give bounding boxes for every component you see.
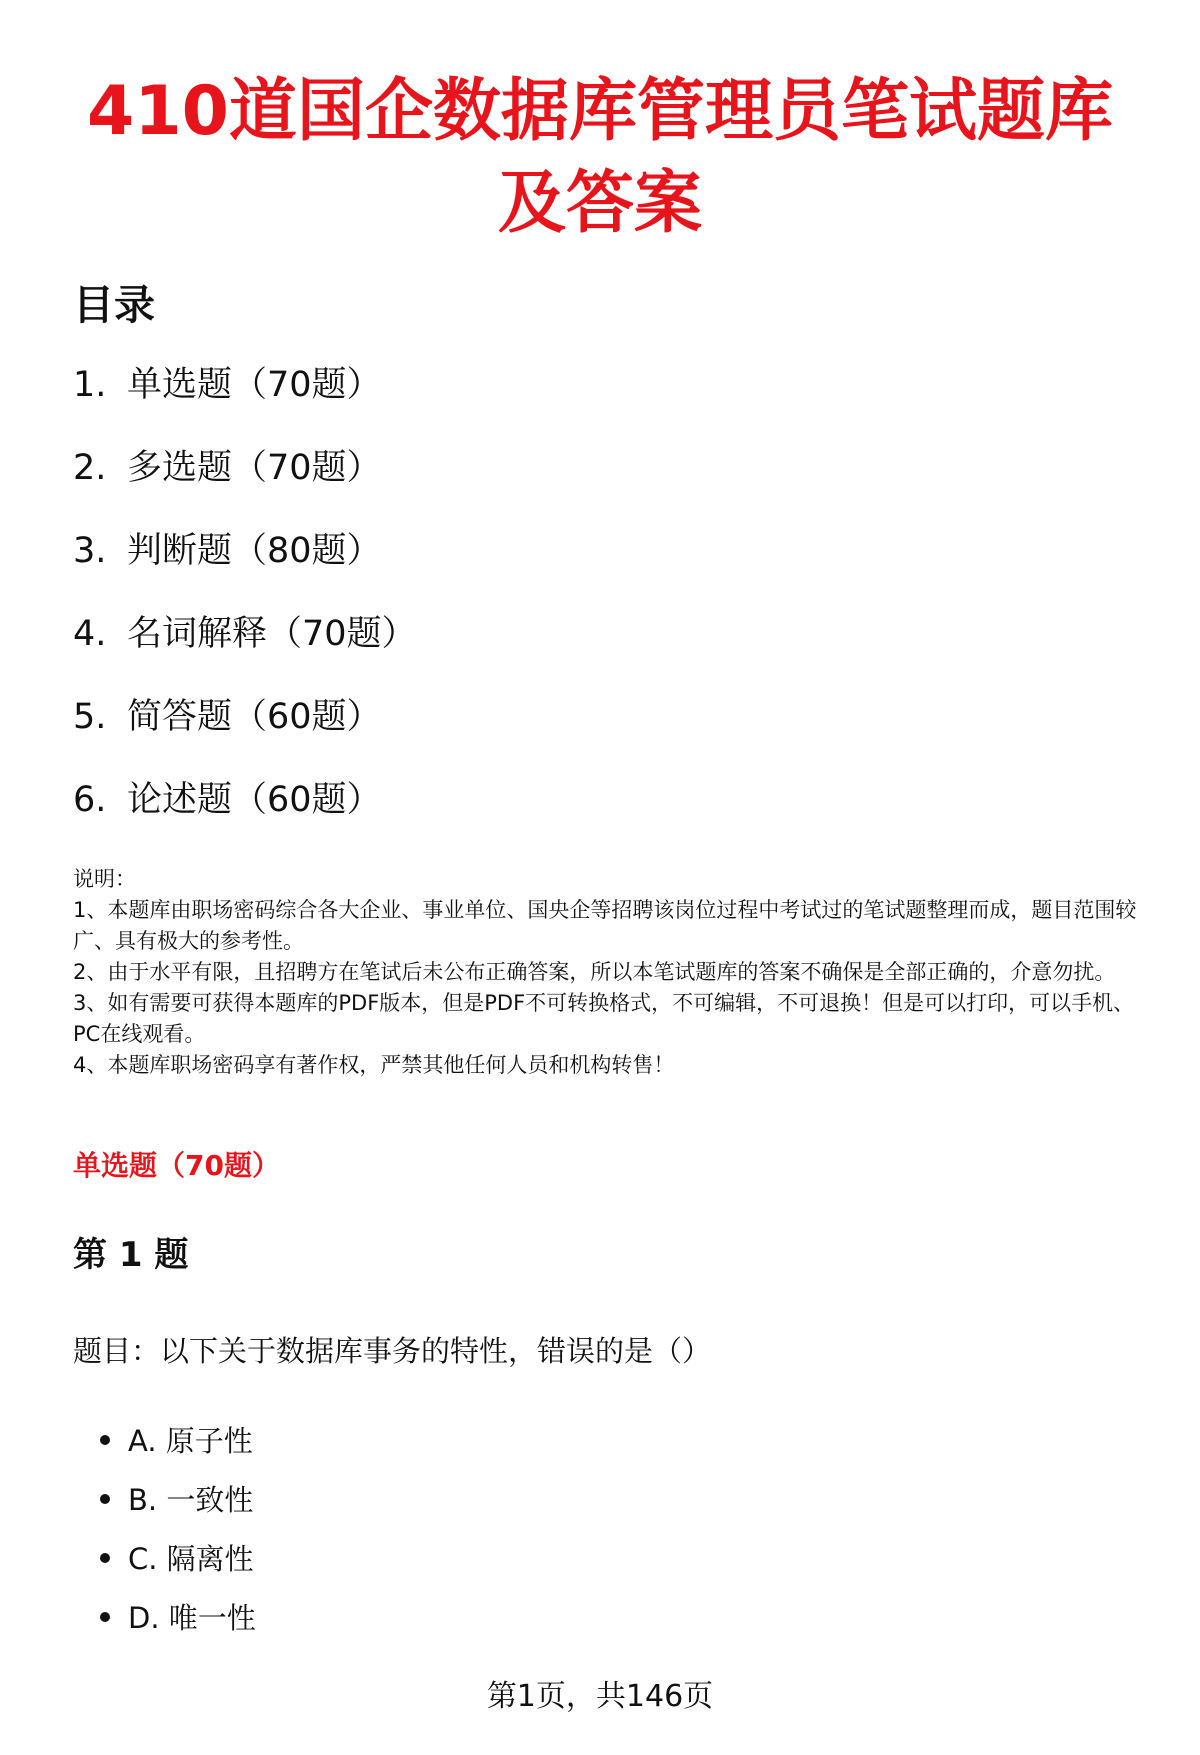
toc-item-number: 3.: [73, 531, 107, 571]
toc-item: [73, 692, 417, 775]
bullet-icon: [100, 1553, 110, 1563]
note-item: 3、如有需要可获得本题库的PDF版本，但是PDF不可转换格式，不可编辑，不可退换！但是可以打印，可以手机、PC在线观看。: [73, 991, 1135, 1046]
toc-heading: 目录: [73, 281, 155, 329]
toc-item-label: 简答题（60题）: [127, 697, 382, 737]
bullet-icon: [100, 1435, 110, 1445]
answer-option-label: B. 一致性: [128, 1483, 254, 1517]
toc-item-number: 6.: [73, 780, 107, 820]
toc-item-label: 名词解释（70题）: [127, 614, 417, 654]
answer-option: [100, 1597, 256, 1656]
answer-option: [100, 1479, 256, 1538]
answer-option: [100, 1538, 256, 1597]
toc-item-number: 1.: [73, 365, 107, 405]
toc-item: [73, 609, 417, 692]
notes-heading: 说明：: [73, 867, 136, 891]
note-item: 1、本题库由职场密码综合各大企业、事业单位、国央企等招聘该岗位过程中考试过的笔试题整理而成，题目范围较广、具有极大的参考性。: [73, 898, 1137, 953]
toc-item-label: 论述题（60题）: [127, 780, 382, 820]
toc-item: [73, 443, 417, 526]
note-item: 4、本题库职场密码享有著作权，严禁其他任何人员和机构转售！: [73, 1053, 675, 1077]
answer-option: [100, 1420, 256, 1479]
toc-item-number: 4.: [73, 614, 107, 654]
toc-item: [73, 526, 417, 609]
document-title: 410道国企数据库管理员笔试题库及答案: [87, 72, 1113, 243]
toc-item-number: 5.: [73, 697, 107, 737]
answer-option-label: D. 唯一性: [128, 1601, 256, 1635]
bullet-icon: [100, 1612, 110, 1622]
answer-options: [100, 1420, 256, 1656]
answer-option-label: C. 隔离性: [128, 1542, 254, 1576]
table-of-contents: [73, 360, 417, 858]
bullet-icon: [100, 1494, 110, 1504]
toc-item: [73, 775, 417, 858]
question-text: 题目：以下关于数据库事务的特性，错误的是（）: [73, 1334, 712, 1368]
answer-option-label: A. 原子性: [128, 1424, 253, 1458]
toc-item-label: 判断题（80题）: [127, 531, 382, 571]
section-heading: 单选题（70题）: [73, 1149, 280, 1182]
toc-item-label: 单选题（70题）: [127, 365, 382, 405]
notes-block: [73, 864, 1158, 1081]
toc-item-number: 2.: [73, 448, 107, 488]
question-heading: 第 1 题: [73, 1235, 189, 1275]
toc-item: [73, 360, 417, 443]
note-item: 2、由于水平有限，且招聘方在笔试后未公布正确答案，所以本笔试题库的答案不确保是全部正确的，介意勿扰。: [73, 960, 1116, 984]
page-footer: 第1页，共146页: [486, 1679, 714, 1714]
toc-item-label: 多选题（70题）: [127, 448, 382, 488]
